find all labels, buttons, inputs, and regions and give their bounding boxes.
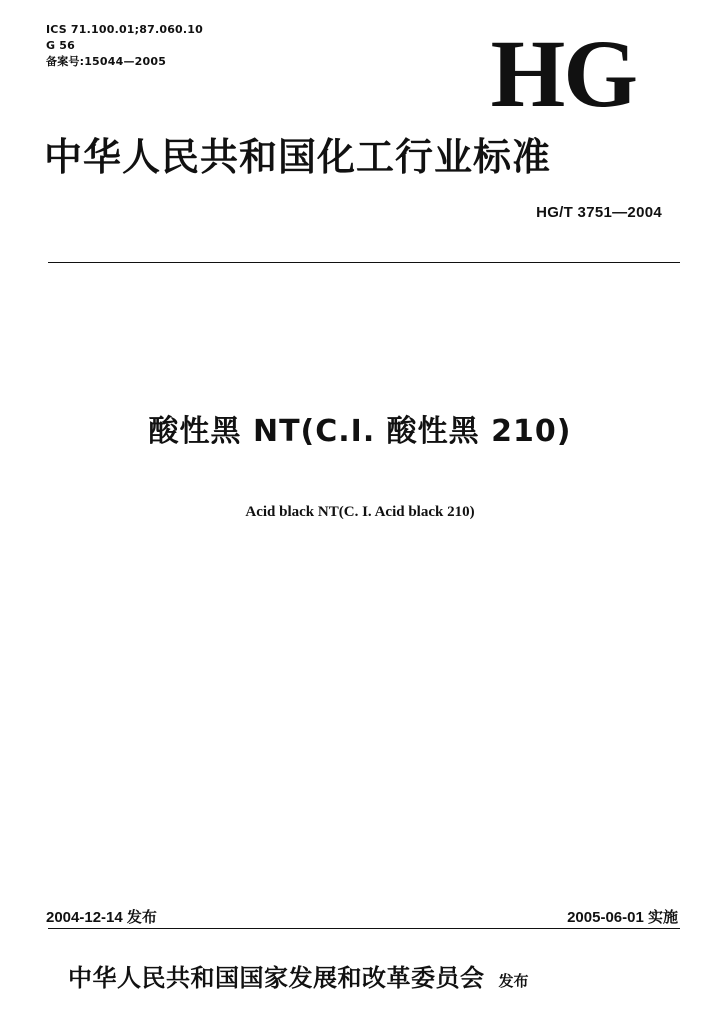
implementation-date: 2005-06-01 实施 <box>567 909 678 926</box>
header-divider <box>48 262 680 263</box>
document-metadata <box>46 22 203 70</box>
filing-number: 备案号:15044—2005 <box>46 55 167 68</box>
document-title-english: Acid black NT(C. I. Acid black 210) <box>245 504 475 520</box>
standard-category-title: 中华人民共和国化工行业标准 <box>44 134 552 179</box>
classification-code: G 56 <box>46 39 75 52</box>
standard-number: HG/T 3751—2004 <box>536 204 662 221</box>
publisher-line <box>68 958 529 993</box>
publish-label: 发布 <box>498 972 529 990</box>
publisher-organization: 中华人民共和国国家发展和改革委员会 <box>68 963 485 992</box>
footer-divider <box>48 928 680 929</box>
hg-logo: HG <box>490 20 636 127</box>
ics-code: ICS 71.100.01;87.060.10 <box>46 23 203 36</box>
issue-date: 2004-12-14 发布 <box>46 909 157 926</box>
document-title-chinese: 酸性黑 NT(C.I. 酸性黑 210) <box>148 414 572 449</box>
